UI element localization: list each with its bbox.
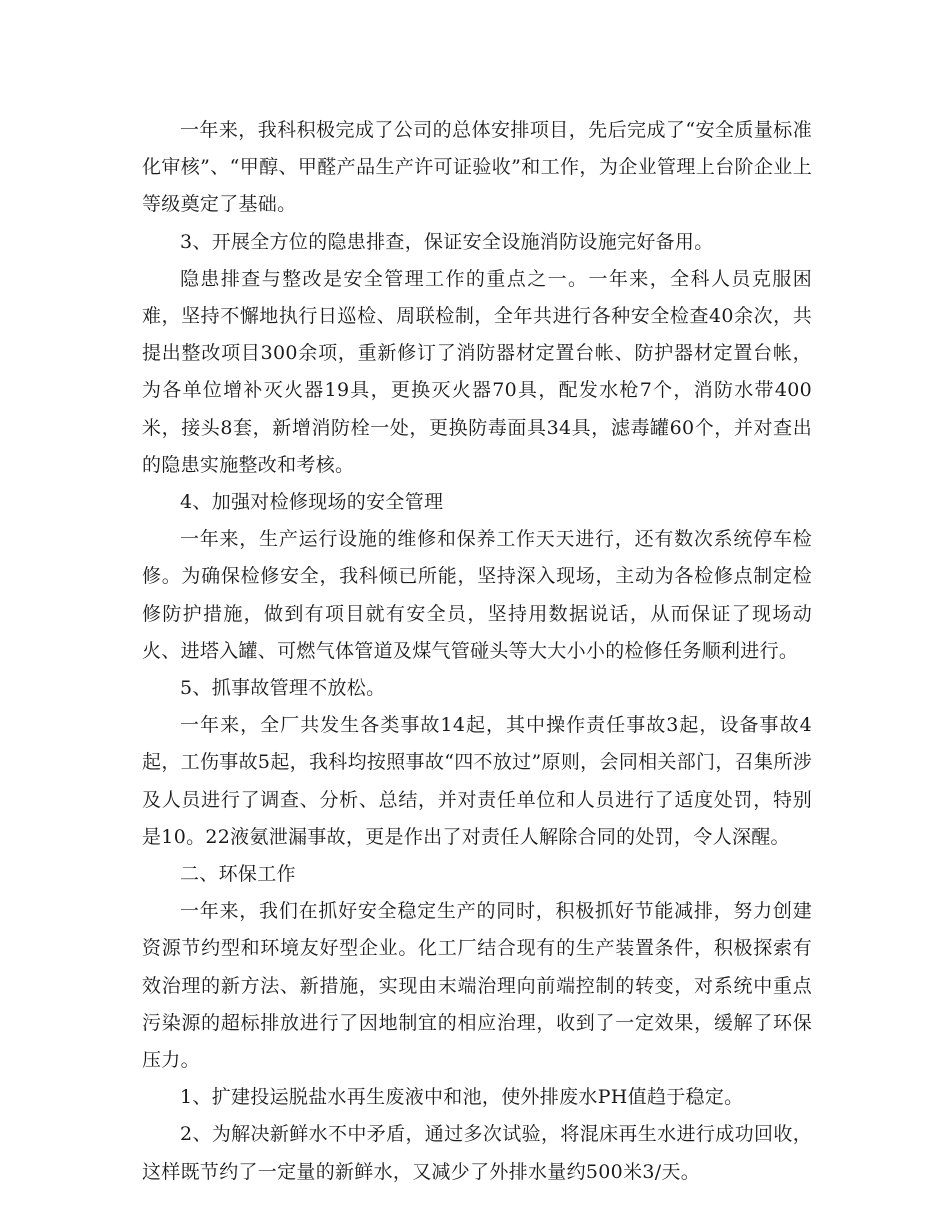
heading-accident-management: 5、抓事故管理不放松。 <box>180 677 386 700</box>
paragraph-accident-management: 一年来，全厂共发生各类事故14起，其中操作责任事故3起，设备事故4起，工伤事故5起，我科均按照事故“四不放过”原则，会同相关部门，召集所涉及人员进行了调查、分析、总结，并对责任单位和人员进行了适度处罚，特别是10。22液氨泄漏事故，更是作出了对责任人解除合同的处罚，令人深醒。 <box>142 714 812 848</box>
document-body <box>142 112 812 1191</box>
heading-environmental-work: 二、环保工作 <box>180 863 296 886</box>
item-water-recovery: 2、为解决新鲜水不中矛盾，通过多次试验，将混床再生水进行成功回收，这样既节约了一定量的新鲜水，又减少了外排水量约500米3/天。 <box>142 1123 812 1183</box>
paragraph-hazard-inspection: 隐患排查与整改是安全管理工作的重点之一。一年来，全科人员克服困难，坚持不懈地执行日巡检、周联检制，全年共进行各种安全检查40余次，共提出整改项目300余项，重新修订了消防器材定置台帐、防护器材定置台帐，为各单位增补灭火器19具，更换灭火器70具，配发水枪7个，消防水带400米，接头8套，新增消防栓一处，更换防毒面具34具，滤毒罐60个，并对查出的隐患实施整改和考核。 <box>142 267 812 476</box>
item-neutralization-pool: 1、扩建投运脱盐水再生废液中和池，使外排废水PH值趋于稳定。 <box>180 1086 744 1109</box>
heading-hazard-inspection: 3、开展全方位的隐患排查，保证安全设施消防设施完好备用。 <box>180 230 714 253</box>
paragraph-maintenance-safety: 一年来，生产运行设施的维修和保养工作天天进行，还有数次系统停车检修。为确保检修安全，我科倾已所能，坚持深入现场，主动为各检修点制定检修防护措施，做到有项目就有安全员，坚持用数据说话，从而保证了现场动火、进塔入罐、可燃气体管道及煤气管碰头等大大小小的检修任务顺利进行。 <box>142 528 812 662</box>
paragraph-environmental-work: 一年来，我们在抓好安全稳定生产的同时，积极抓好节能减排，努力创建资源节约型和环境友好型企业。化工厂结合现有的生产装置条件，积极探索有效治理的新方法、新措施，实现由末端治理向前端控制的转变，对系统中重点污染源的超标排放进行了因地制宜的相应治理，收到了一定效果，缓解了环保压力。 <box>142 900 812 1072</box>
paragraph-achievements: 一年来，我科积极完成了公司的总体安排项目，先后完成了“安全质量标准化审核”、“甲醇、甲醛产品生产许可证验收”和工作，为企业管理上台阶企业上等级奠定了基础。 <box>142 119 812 216</box>
heading-maintenance-safety: 4、加强对检修现场的安全管理 <box>180 491 444 514</box>
